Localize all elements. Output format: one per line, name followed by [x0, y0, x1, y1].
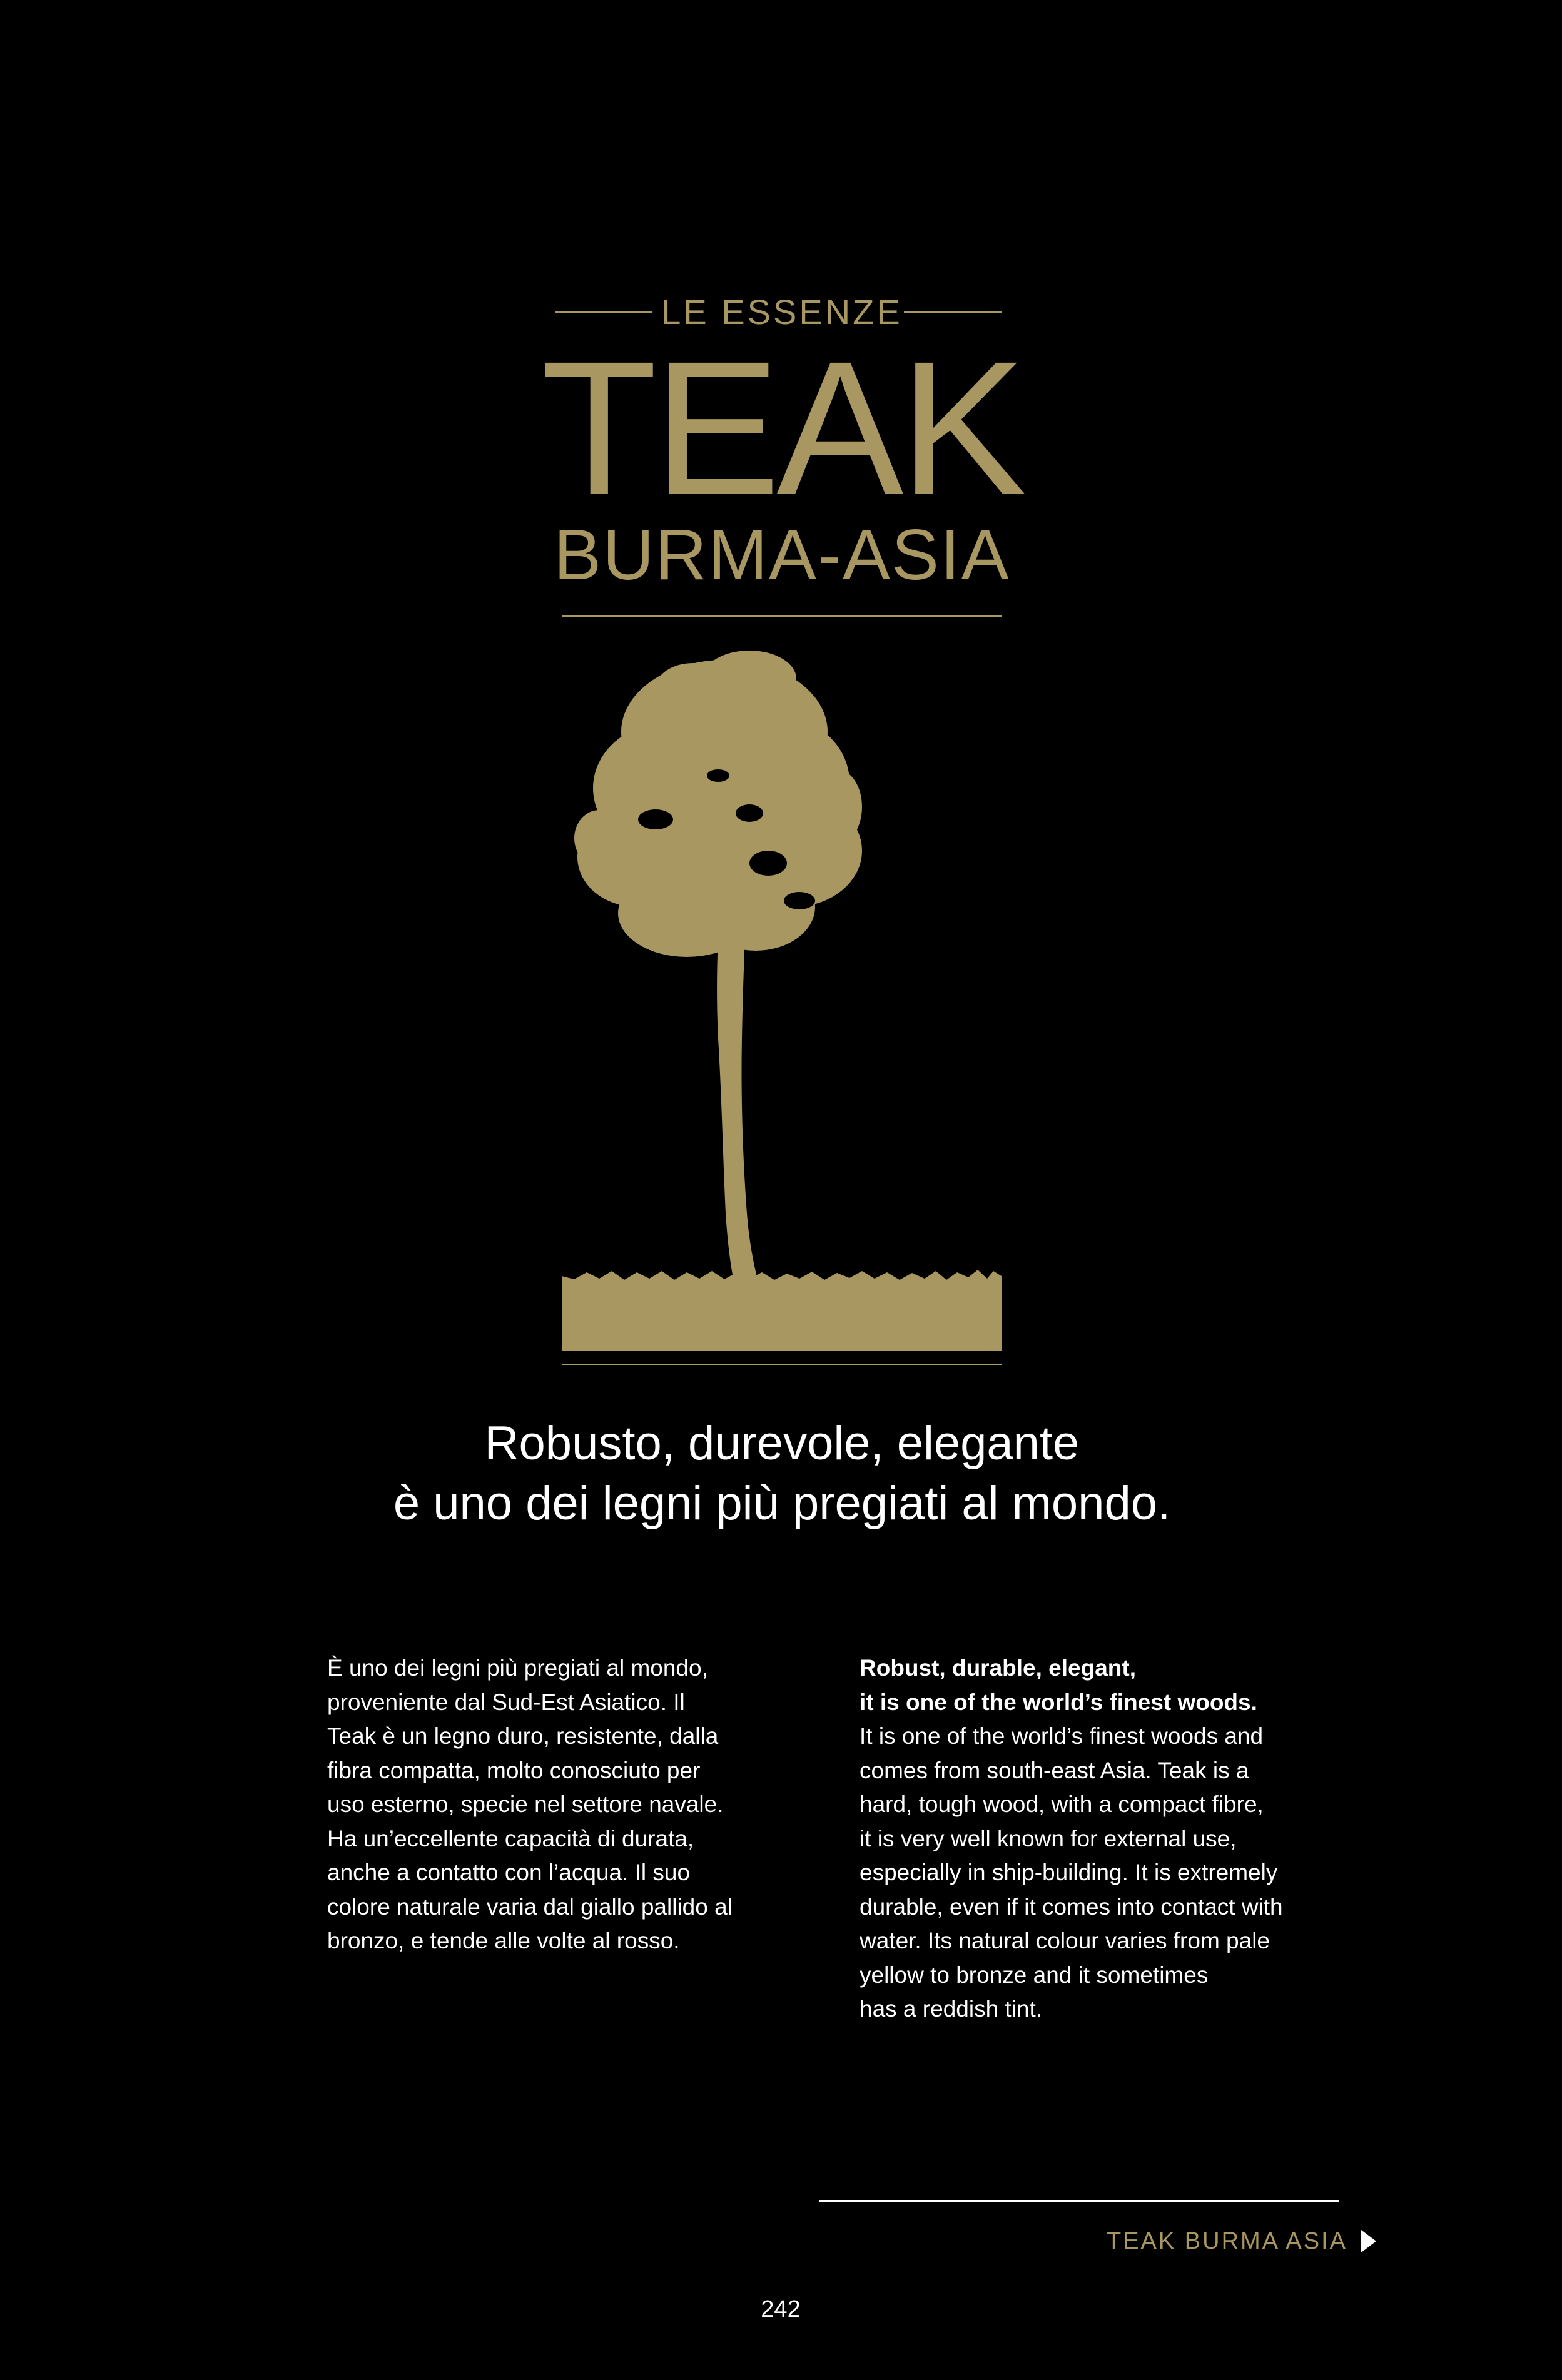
text-line: It is one of the world’s finest woods and [860, 1723, 1264, 1749]
text-line: Teak è un legno duro, resistente, dalla [327, 1723, 719, 1749]
english-heading-line: it is one of the world’s finest woods. [860, 1689, 1257, 1715]
tagline [156, 1414, 1407, 1534]
text-line: proveniente dal Sud-Est Asiatico. Il [327, 1689, 685, 1715]
text-line: yellow to bronze and it sometimes [860, 1962, 1209, 1988]
text-line: fibra compatta, molto conosciuto per [327, 1757, 701, 1783]
footer-divider [819, 2200, 1339, 2202]
body-text-italian [327, 1651, 765, 1958]
text-line: colore naturale varia dal giallo pallido al [327, 1893, 733, 1920]
english-heading-line: Robust, durable, elegant, [860, 1655, 1136, 1681]
illustration-divider [562, 1364, 1002, 1365]
tagline-line-1: Robusto, durevole, elegante [484, 1417, 1080, 1470]
text-line: È uno dei legni più pregiati al mondo, [327, 1655, 708, 1681]
text-line: durable, even if it comes into contact with [860, 1893, 1283, 1920]
page-number: 242 [761, 2296, 801, 2322]
text-line: uso esterno, specie nel settore navale. [327, 1791, 724, 1817]
text-line: especially in ship-building. It is extremely [860, 1860, 1278, 1885]
tree-silhouette-icon [562, 651, 1002, 1351]
next-section-link[interactable] [1063, 2226, 1376, 2257]
text-line: comes from south-east Asia. Teak is a [860, 1757, 1249, 1783]
text-line: has a reddish tint. [860, 1996, 1043, 2022]
text-line: Ha un’eccellente capacità di durata, [327, 1825, 694, 1851]
body-text-english [860, 1651, 1322, 2027]
header-divider [562, 615, 1002, 617]
play-arrow-icon [1361, 2230, 1376, 2252]
text-line: hard, tough wood, with a compact fibre, [860, 1791, 1264, 1817]
page-title: TEAK [541, 322, 1023, 534]
text-line: water. Its natural colour varies from pale [860, 1928, 1270, 1953]
text-line: it is very well known for external use, [860, 1825, 1237, 1851]
next-section-label: TEAK BURMA ASIA [1107, 2227, 1347, 2254]
tagline-line-2: è uno dei legni più pregiati al mondo. [393, 1477, 1171, 1530]
section-kicker: LE ESSENZE [661, 292, 903, 332]
text-line: bronzo, e tende alle volte al rosso. [327, 1928, 680, 1953]
text-line: anche a contatto con l’acqua. Il suo [327, 1860, 691, 1885]
page-subtitle: BURMA-ASIA [554, 515, 1010, 595]
